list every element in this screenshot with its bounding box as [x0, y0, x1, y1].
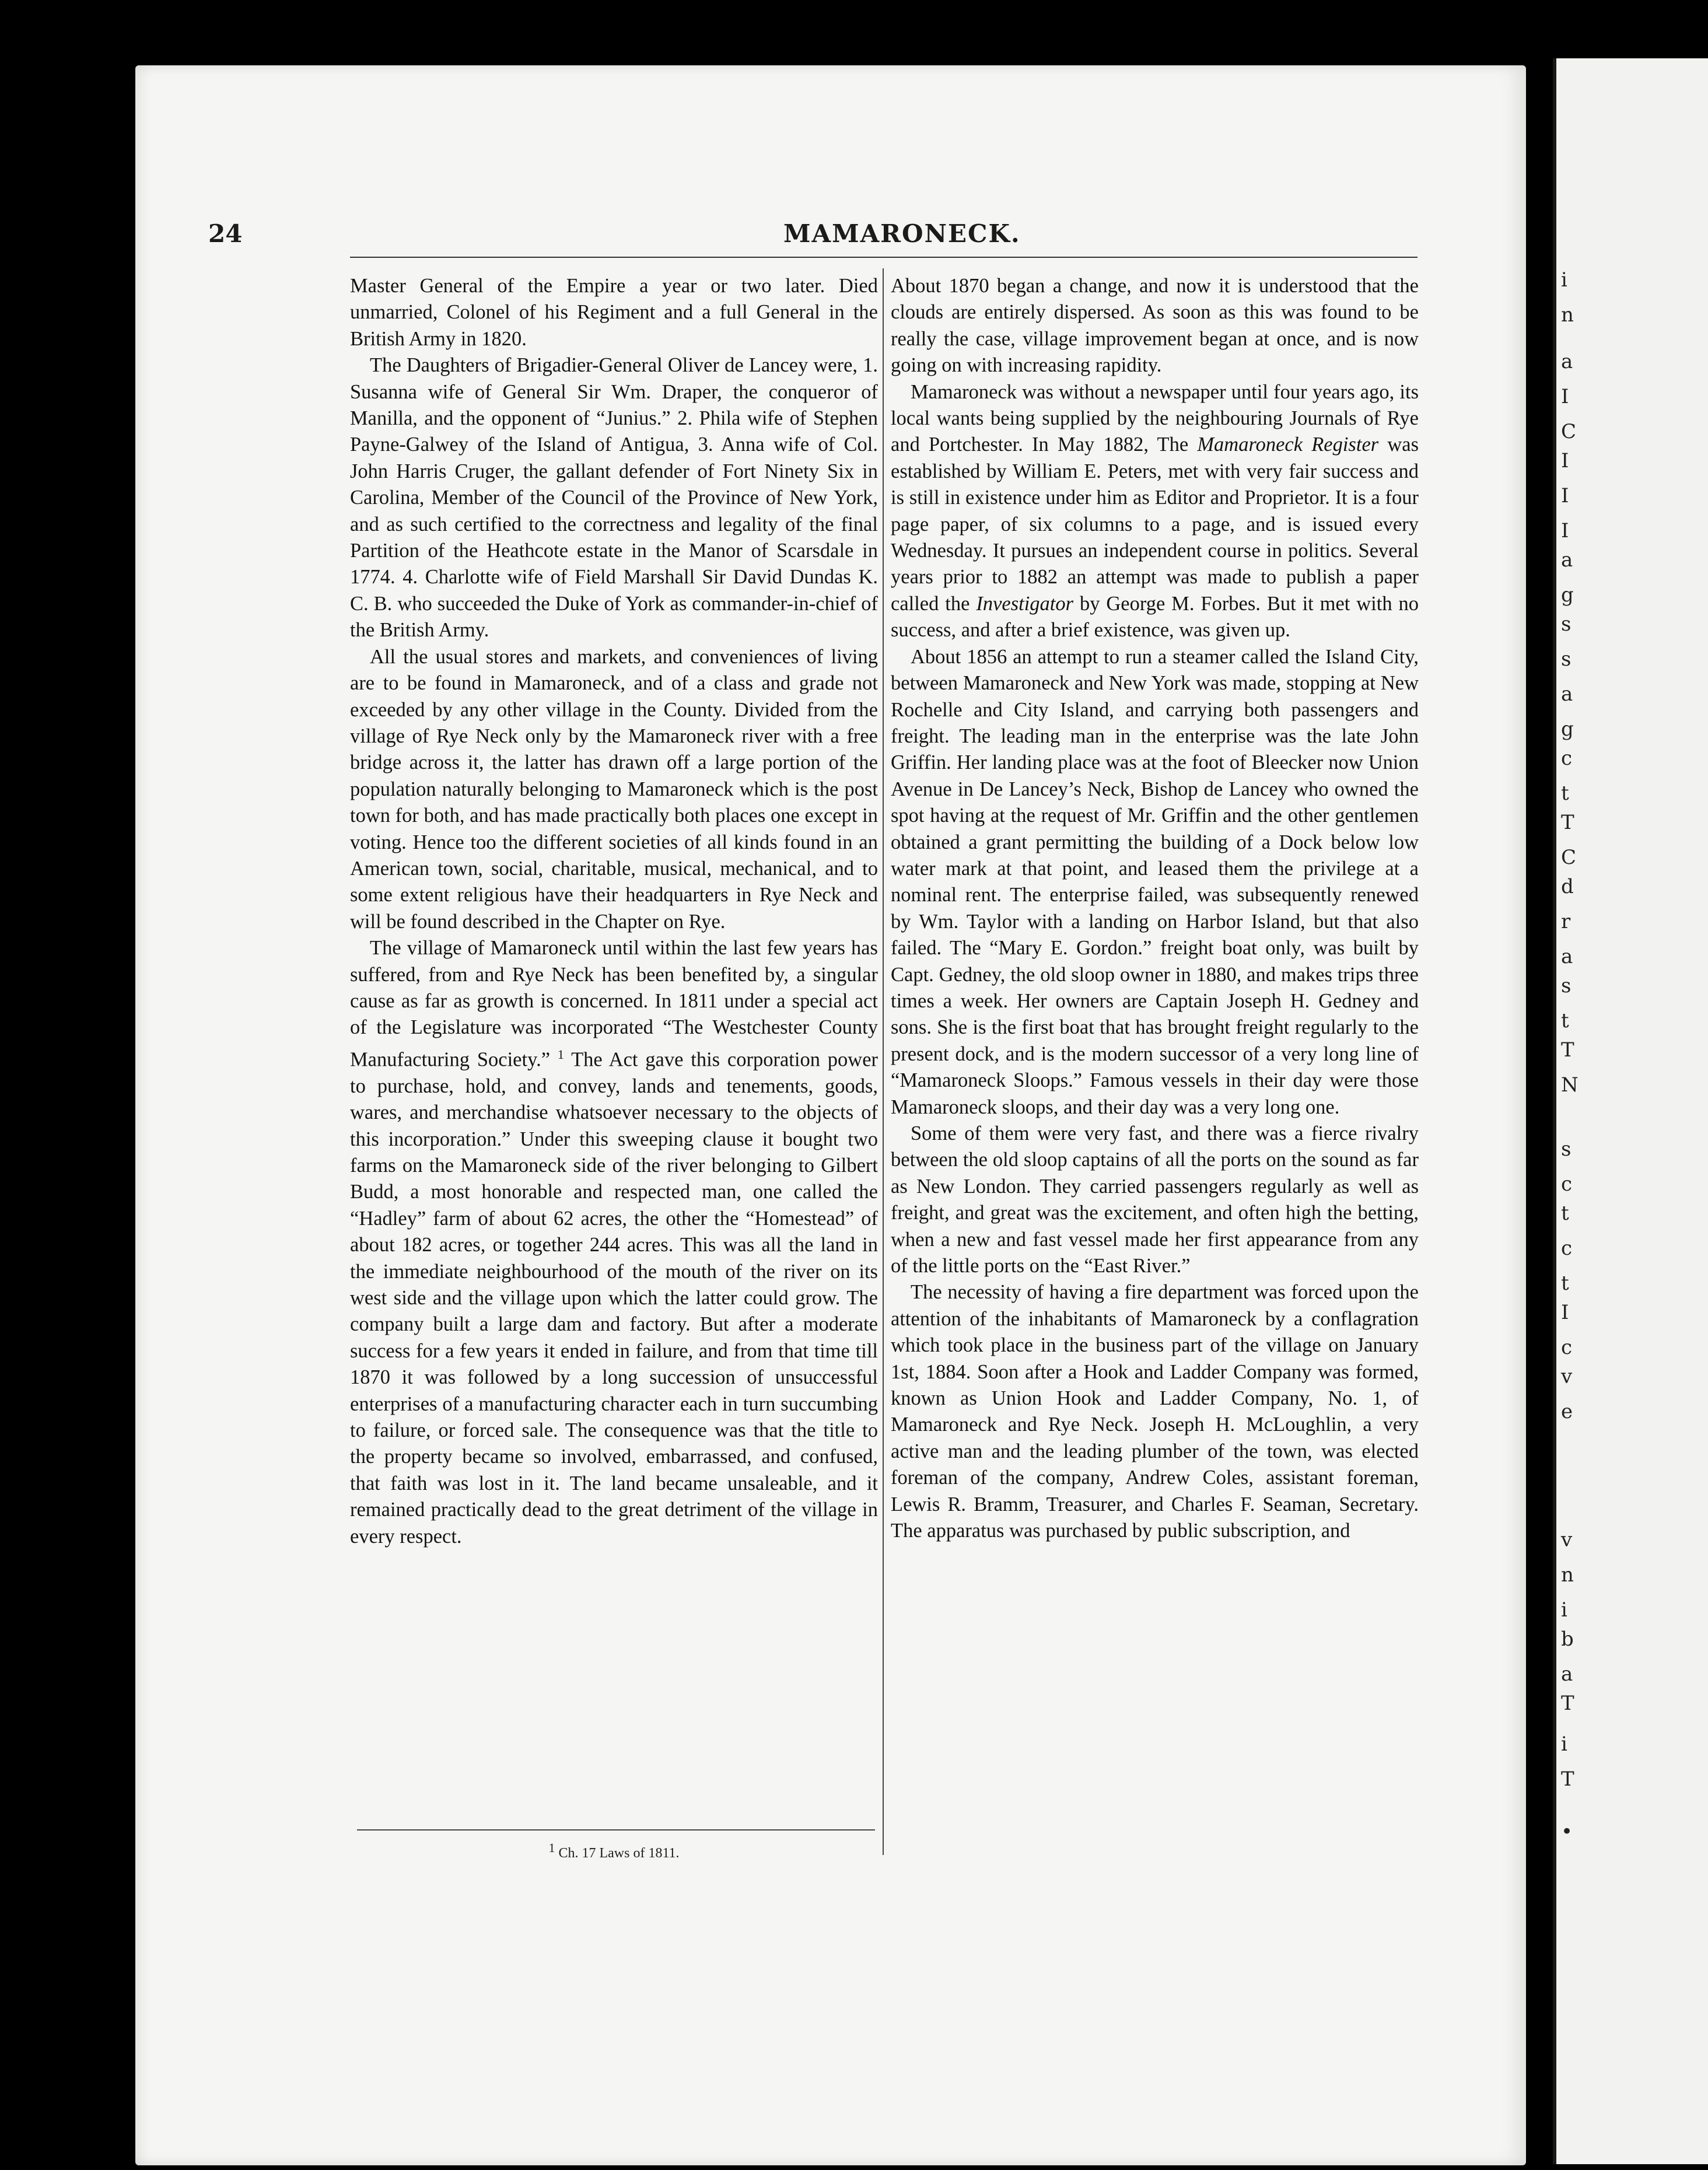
paragraph-text: was established by William E. Peters, met with very fair success and is still in existence under him as Editor and Proprietor. It is a four page paper, of six columns to a page, and is issued every Wednesday. It pursues an independent course in politics. Several years prior to 1882 an attempt was made to publish a paper called the: [891, 433, 1419, 615]
adjacent-page-fragment: •: [1561, 1820, 1573, 1843]
footnote-mark: 1: [548, 1840, 555, 1855]
paragraph: [891, 379, 1419, 644]
newspaper-title: Investigator: [976, 592, 1074, 615]
header-rule: [350, 257, 1418, 258]
paragraph: Some of them were very fast, and there was a fierce rivalry between the old sloop captains of all the ports on the sound as far as New London. They carried passengers regularly as well as freight, and great was the excitement, and often high the betting, when a new and fast vessel made her first appearance from any of the little ports on the “East River.”: [891, 1122, 1419, 1278]
adjacent-page-edge: [1553, 58, 1708, 2164]
adjacent-page-fragment: i: [1561, 1732, 1567, 1756]
adjacent-page-fragment: e: [1561, 1400, 1573, 1423]
adjacent-page-fragment: n: [1561, 303, 1574, 327]
adjacent-page-fragment: N: [1561, 1073, 1578, 1097]
adjacent-page-fragment: C: [1561, 420, 1577, 443]
adjacent-page-fragment: I: [1561, 385, 1569, 408]
adjacent-page-fragment: c: [1561, 1237, 1573, 1260]
adjacent-page-fragment: i: [1561, 268, 1567, 292]
footnote-rule: [357, 1829, 875, 1831]
footnote: [350, 1840, 878, 1861]
footnote-text: Ch. 17 Laws of 1811.: [558, 1846, 680, 1861]
adjacent-page-fragment: g: [1561, 718, 1574, 741]
adjacent-page-fragment: C: [1561, 846, 1577, 869]
adjacent-page-fragment: I: [1561, 1301, 1569, 1324]
adjacent-page-fragment: t: [1561, 1272, 1569, 1295]
paragraph-text: The Act gave this corporation power to purchase, hold, and convey, lands and tenements, goods, wares, and merchandise whatsoever necessary to the objects of this incorporation.” Under this sweeping clause it bought two farms on the Mamaroneck side of the river belonging to Gilbert Budd, a most honorable and respected man, one called the “Hadley” farm of about 62 acres, the other the “Homestead” of about 182 acres, or together 244 acres. This was all the land in the immediate neighbourhood of the mouth of the river on its west side and the village upon which the latter could grow. The company built a large dam and factory. But after a moderate success for a few years it ended in failure, and from that time till 1870 it was followed by a long succession of unsuccessful enterprises of a manufacturing character each in turn succumbing to failure, or forced sale. The consequence was that the title to the property became so involved, embarrassed, and confused, that faith was lost in it. The land became unsaleable, and it remained practically dead to the great detriment of the village in every respect.: [350, 1048, 878, 1548]
paragraph-text: Mamaroneck was without a newspaper until four years ago, its local wants being supplied by the neighbouring Journals of Rye and Portchester. In May 1882, The: [891, 380, 1419, 456]
adjacent-page-fragment: s: [1561, 648, 1572, 671]
paragraph: All the usual stores and markets, and conveniences of living are to be found in Mamaroneck, and of a class and grade not exceeded by any other village in the County. Divided from the village of Rye Neck only by the Mamaroneck river with a free bridge across it, the latter has drawn off a large portion of the population naturally belonging to Mamaroneck which is the post town for both, and has made practically both places one except in voting. Hence too the different societies of all kinds found in an American town, social, charitable, musical, mechanical, and to some extent religious have their headquarters in Rye Neck and will be found described in the Chapter on Rye.: [350, 645, 878, 933]
paragraph: The Daughters of Brigadier-General Oliver de Lancey were, 1. Susanna wife of General Sir Wm. Draper, the conqueror of Manilla, and the opponent of “Junius.” 2. Phila wife of Stephen Payne-Galwey of the Island of Antigua, 3. Anna wife of Col. John Harris Cruger, the gallant defender of Fort Ninety Six in Carolina, Member of the Council of the Province of New York, and as such certified to the correctness and legality of the final Partition of the Heathcote estate in the Manor of Scarsdale in 1774. 4. Charlotte wife of Field Marshall Sir David Dundas K. C. B. who succeeded the Duke of York as commander-in-chief of the British Army.: [350, 354, 878, 642]
adjacent-page-fragment: T: [1561, 811, 1574, 834]
adjacent-page-fragment: v: [1561, 1365, 1573, 1388]
adjacent-page-fragment: d: [1561, 875, 1574, 898]
adjacent-page-fragment: g: [1561, 583, 1574, 607]
adjacent-page-fragment: I: [1561, 484, 1569, 508]
adjacent-page-fragment: v: [1561, 1528, 1573, 1552]
adjacent-page-fragment: s: [1561, 974, 1572, 998]
adjacent-page-fragment: I: [1561, 519, 1569, 542]
paragraph: Master General of the Empire a year or two later. Died unmarried, Colonel of his Regiment and a full General in the British Army in 1820.: [350, 275, 878, 350]
paragraph: About 1856 an attempt to run a steamer called the Island City, between Mamaroneck and New York was made, stopping at New Rochelle and City Island, and carrying both passengers and freight. The leading man in the enterprise was the late John Griffin. Her landing place was at the foot of Bleecker now Union Avenue in De Lancey’s Neck, Bishop de Lancey who owned the spot having at the request of Mr. Griffin and the other gentlemen obtained a grant permitting the building of a Dock below low water mark at that point, and leased them the privilege at a nominal rent. The enterprise failed, was subsequently renewed by Wm. Taylor with a landing on Harbor Island, but that also failed. The “Mary E. Gordon.” freight boat only, was built by Capt. Gedney, the old sloop owner in 1880, and makes trips three times a week. Her owners are Captain Joseph H. Gedney and sons. She is the first boat that has brought freight regularly to the present dock, and is the modern successor of a very long line of “Mamaroneck Sloops.” Famous vessels in their day were those Mamaroneck sloops, and their day was a very long one.: [891, 645, 1419, 1118]
column-divider: [883, 268, 884, 1855]
adjacent-page-fragment: a: [1561, 945, 1573, 968]
page-number: 24: [208, 219, 243, 248]
paragraph: The necessity of having a fire department was forced upon the attention of the inhabitants of Mamaroneck by a conflagration which took place in the business part of the village on January 1st, 1884. Soon after a Hook and Ladder Company was formed, known as Union Hook and Ladder Company, No. 1, of Mamaroneck and Rye Neck. Joseph H. McLoughlin, a very active man and the leading plumber of the town, was elected foreman of the company, Andrew Coles, assistant foreman, Lewis R. Bramm, Treasurer, and Charles F. Seaman, Secretary. The apparatus was purchased by public subscription, and: [891, 1281, 1419, 1542]
adjacent-page-fragment: T: [1561, 1768, 1574, 1791]
right-column: [891, 273, 1419, 1545]
adjacent-page-fragment: s: [1561, 612, 1572, 636]
adjacent-page-fragment: c: [1561, 1336, 1573, 1359]
footnote-mark: 1: [557, 1046, 564, 1062]
adjacent-page-fragment: t: [1561, 1009, 1569, 1032]
adjacent-page-fragment: s: [1561, 1138, 1572, 1161]
adjacent-page-fragment: a: [1561, 682, 1573, 706]
adjacent-page-fragment: t: [1561, 1202, 1569, 1225]
adjacent-page-fragment: I: [1561, 449, 1569, 473]
paragraph: About 1870 began a change, and now it is understood that the clouds are entirely dispersed. As soon as this was found to be really the case, village improvement began at once, and is now going on with increasing rapidity.: [891, 275, 1419, 377]
adjacent-page-fragment: i: [1561, 1598, 1567, 1622]
adjacent-page-fragment: a: [1561, 548, 1573, 572]
adjacent-page-fragment: t: [1561, 782, 1569, 805]
paragraph: [350, 935, 878, 1550]
adjacent-page-fragment: a: [1561, 1662, 1573, 1686]
adjacent-page-fragment: c: [1561, 747, 1573, 770]
left-column: [350, 273, 878, 1550]
adjacent-page-fragment: b: [1561, 1628, 1574, 1651]
adjacent-page-fragment: n: [1561, 1563, 1574, 1587]
adjacent-page-fragment: a: [1561, 350, 1573, 373]
adjacent-page-fragment: r: [1561, 910, 1571, 933]
adjacent-page-fragment: T: [1561, 1692, 1574, 1715]
newspaper-title: Mamaroneck Register: [1197, 433, 1379, 456]
paragraph-text: by George M. Forbes. But it met with no success, and after a brief existence, was given up.: [891, 592, 1419, 642]
paragraph-text: The village of Mamaroneck until within the last few years has suffered, from and Rye Neck has been benefited by, a singular cause as far as growth is concerned. In 1811 under a special act of the Legislature was incorporated “The Westchester County Manufacturing Society.”: [350, 937, 878, 1071]
adjacent-page-fragment: T: [1561, 1038, 1574, 1062]
running-title: MAMARONECK.: [783, 219, 1021, 248]
adjacent-page-fragment: c: [1561, 1172, 1573, 1196]
